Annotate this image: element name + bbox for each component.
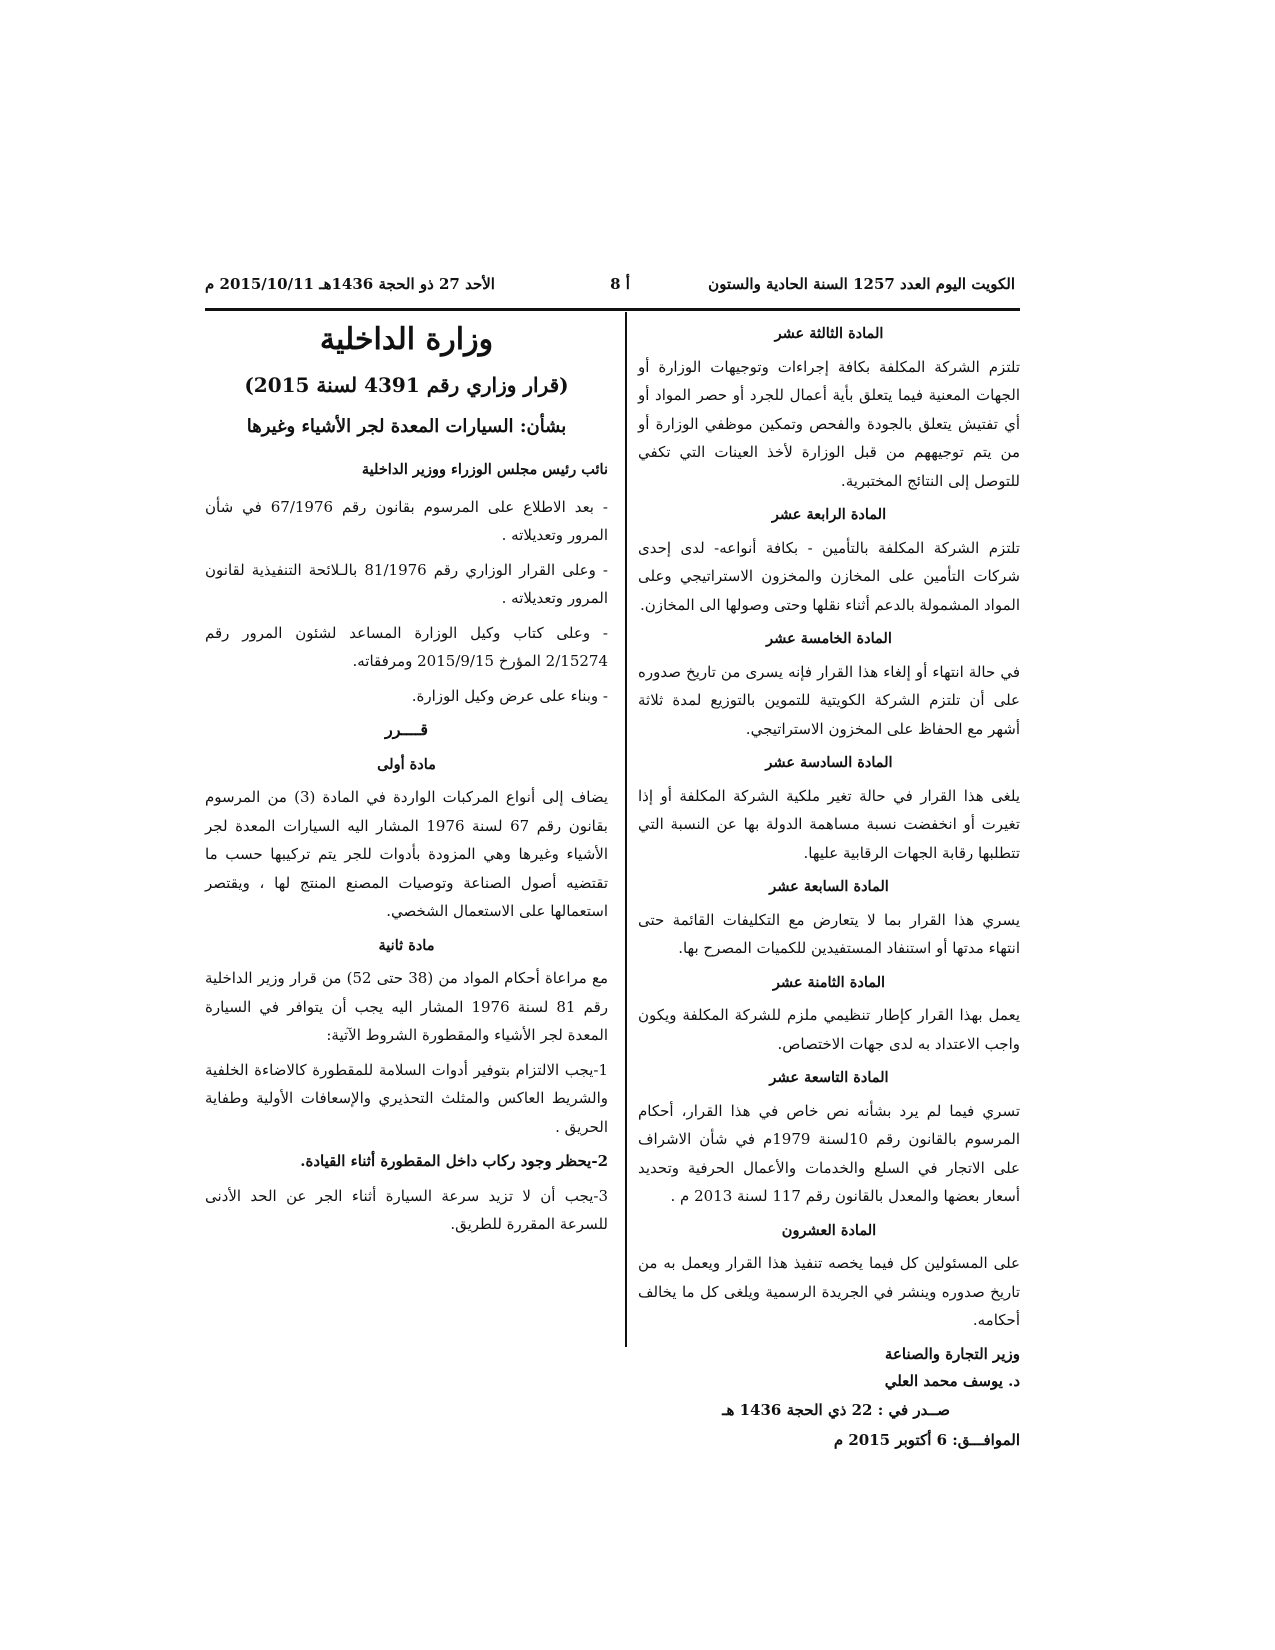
article-text: يعمل بهذا القرار كإطار تنظيمي ملزم للشركة المكلفة ويكون واجب الاعتداد به لدى جهات الاختصاص. [638, 1006, 1020, 1053]
header-publication: الكويت اليوم العدد 1257 السنة الحادية والستون [708, 275, 1015, 293]
recital: - وبناء على عرض وكيل الوزارة. [411, 686, 608, 705]
article-18 [638, 969, 1020, 1059]
article-14 [638, 501, 1020, 619]
decree-subject: بشأن: السيارات المعدة لجر الأشياء وغيرها [246, 416, 567, 437]
article-17 [638, 873, 1020, 963]
issue-date: صــدر في : 22 ذي الحجة 1436 هـ [722, 1400, 950, 1419]
article-text: تسري فيما لم يرد بشأنه نص خاص في هذا القرار، أحكام المرسوم بالقانون رقم 10لسنة 1979م في شأن الاشراف على الاتجار في السلع والخدمات والأعمال الحرفية وتحديد أسعار بعضها والمعدل بالقانون رقم 117 لسنة 2013 م . [638, 1101, 1020, 1205]
article-text: تلتزم الشركة المكلفة بالتأمين - بكافة أنواعه- لدى إحدى شركات التأمين على المخازن والمخزون الاستراتيجي وعلى المواد المشمولة بالدعم أثناء نقلها وحتى وصولها الى المخازن. [638, 538, 1020, 614]
article-text: يسري هذا القرار بما لا يتعارض مع التكليفات القائمة حتى انتهاء مدتها أو استنفاد المستفيدين للكميات المصرح بها. [638, 910, 1020, 957]
gregorian-date: الموافـــق: 6 أكتوبر 2015 م [833, 1430, 1020, 1449]
article-heading: مادة أولى [377, 755, 436, 773]
article-15 [638, 625, 1020, 743]
signatory-name: د. يوسف محمد العلي [884, 1371, 1020, 1390]
condition-item: 3-يجب أن لا تزيد سرعة السيارة أثناء الجر عن الحد الأدنى للسرعة المقررة للطريق. [205, 1186, 608, 1233]
recital: - بعد الاطلاع على المرسوم بقانون رقم 67/1976 في شأن المرور وتعديلاته . [205, 497, 608, 544]
article-heading: المادة الثالثة عشر [774, 325, 884, 342]
column-divider [625, 312, 627, 1347]
condition-item: 2-يحظر وجود ركاب داخل المقطورة أثناء القيادة. [300, 1152, 608, 1170]
signature-block [638, 1341, 1020, 1455]
recital: - وعلى القرار الوزاري رقم 81/1976 بالـلائحة التنفيذية لقانون المرور وتعديلاته . [205, 560, 608, 607]
issuer-title: نائب رئيس مجلس الوزراء ووزير الداخلية [361, 461, 608, 478]
left-column [205, 318, 608, 1245]
decided-heading: قــــرر [385, 720, 428, 739]
condition-item: 1-يجب الالتزام بتوفير أدوات السلامة للمقطورة كالاضاءة الخلفية والشريط العاكس والمثلث التحذيري والإسعافات الأولية وطفاية الحريق . [205, 1060, 608, 1136]
article-text: تلتزم الشركة المكلفة بكافة إجراءات وتوجيهات الوزارة أو الجهات المعنية فيما يتعلق بأية أعمال للجرد أو حصر المواد أو أي تفتيش يتعلق بالجودة والفحص وتمكين موظفي الوزارة أو من يتم توجيههم من قبل الوزارة لأخذ العينات التي تكفي للتوصل إلى النتائج المختبرية. [638, 357, 1020, 490]
article-heading: المادة السابعة عشر [769, 878, 889, 895]
recital: - وعلى كتاب وكيل الوزارة المساعد لشئون المرور رقم 2/15274 المؤرخ 2015/9/15 ومرفقاته. [205, 623, 608, 670]
article-heading: المادة الخامسة عشر [766, 630, 892, 647]
article-heading: مادة ثانية [378, 936, 435, 954]
article-13 [638, 320, 1020, 495]
article-text: مع مراعاة أحكام المواد من (38 حتى 52) من قرار وزير الداخلية رقم 81 لسنة 1976 المشار اليه يجب أن يتوافر في السيارة المعدة لجر الأشياء والمقطورة الشروط الآتية: [205, 969, 609, 1044]
article-text: على المسئولين كل فيما يخصه تنفيذ هذا القرار ويعمل به من تاريخ صدوره وينشر في الجريدة الرسمية ويلغى كل ما يخالف أحكامه. [638, 1254, 1020, 1329]
article-heading: المادة الرابعة عشر [771, 506, 887, 523]
article-heading: المادة التاسعة عشر [769, 1069, 889, 1086]
article-heading: المادة الثامنة عشر [772, 973, 886, 991]
article-text: يلغى هذا القرار في حالة تغير ملكية الشركة المكلفة أو إذا تغيرت أو انخفضت نسبة مساهمة الدولة بها عن النسبة التي تتطلبها رقابة الجهات الرقابية عليها. [638, 786, 1020, 862]
header-date: الأحد 27 ذو الحجة 1436هـ 2015/10/11 م [205, 275, 495, 293]
article-heading: المادة العشرون [781, 1221, 877, 1239]
right-column [638, 318, 1020, 1455]
header-rule [205, 308, 1020, 311]
decree-number: (قرار وزاري رقم 4391 لسنة 2015) [244, 373, 569, 397]
article-text: في حالة انتهاء أو إلغاء هذا القرار فإنه يسرى من تاريخ صدوره على أن تلتزم الشركة الكويتية للتموين بالتوزيع لمدة ثلاثة أشهر مع الحفاظ على المخزون الاستراتيجي. [638, 662, 1020, 738]
article-20 [638, 1217, 1020, 1335]
article-16 [638, 749, 1020, 867]
article-heading: المادة السادسة عشر [765, 754, 893, 771]
ministry-title: وزارة الداخلية [319, 322, 494, 357]
article-19 [638, 1064, 1020, 1211]
header-page-number: أ 8 [610, 275, 630, 293]
signatory-title: وزير التجارة والصناعة [884, 1344, 1020, 1363]
article-text: يضاف إلى أنواع المركبات الواردة في المادة (3) من المرسوم بقانون رقم 67 لسنة 1976 المشار اليه السيارات المعدة لجر الأشياء وغيرها وهي المزودة بأدوات للجر يتم تركيبها حسب ما تقتضيه أصول الصناعة وتوصيات المصنع المنتج لها ، ويقتصر استعمالها على الاستعمال الشخصي. [205, 788, 608, 920]
